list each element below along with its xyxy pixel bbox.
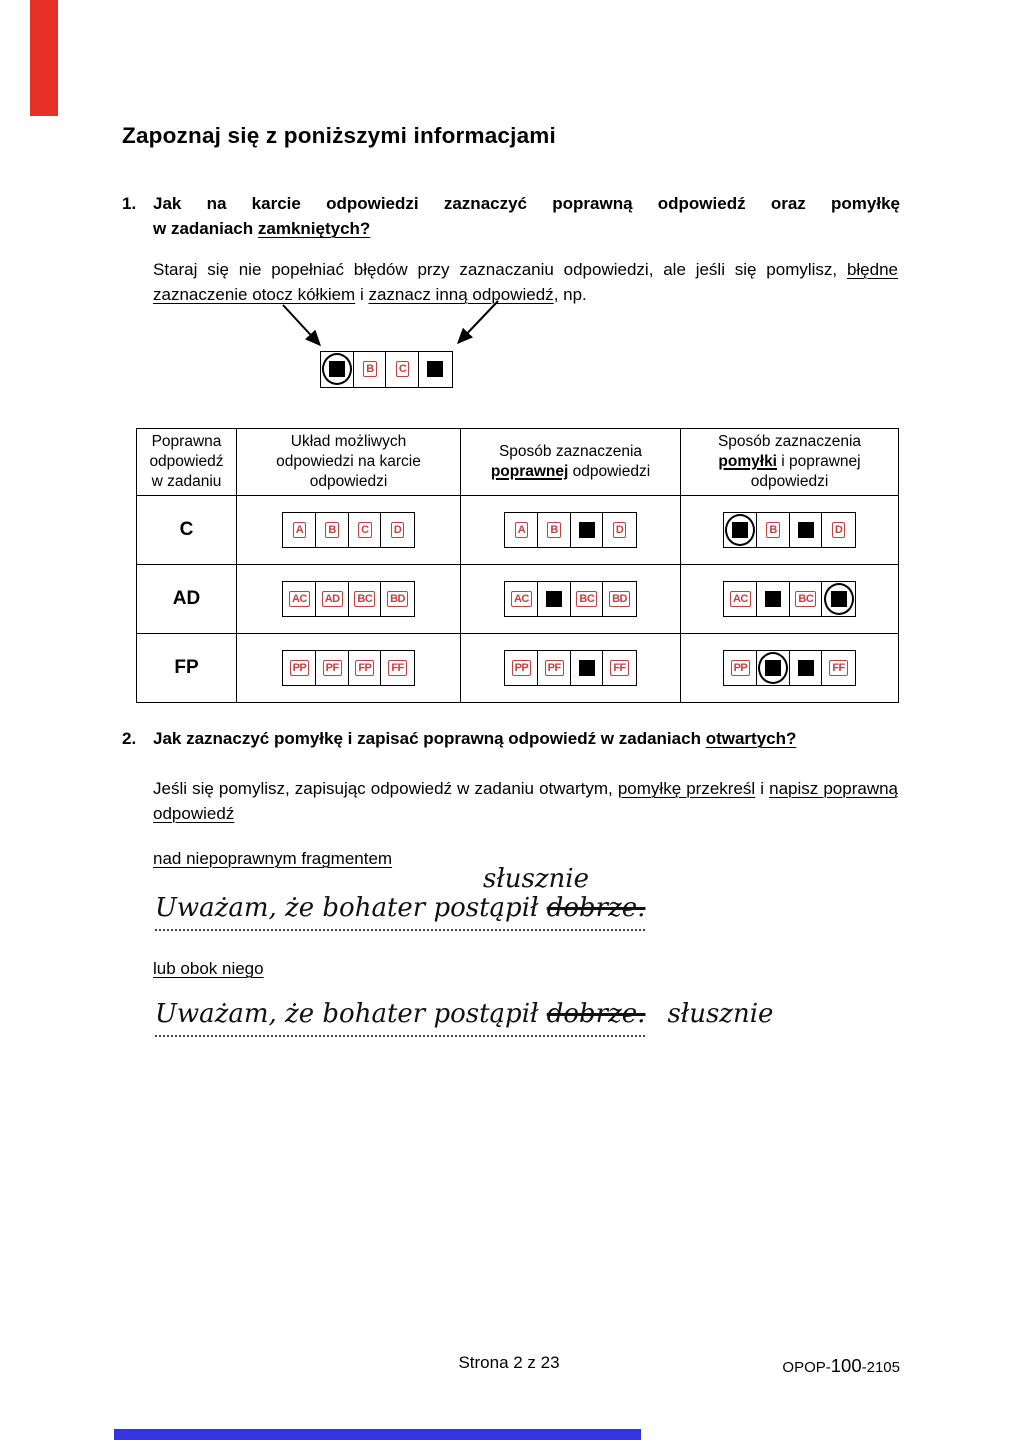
answer-option-label: FF [829, 660, 847, 676]
section-1-paragraph: Staraj się nie popełniać błędów przy zaznaczaniu odpowiedzi, ale jeśli się pomylisz, błędne zaznaczenie otocz kółkiem i zaznacz inną odpowiedź, np. [153, 260, 898, 304]
answer-option-label: D [391, 522, 404, 538]
answer-cell [537, 650, 572, 687]
table-header-layout: Układ możliwych odpowiedzi na karcie odpowiedzi [237, 429, 461, 496]
answer-option-label: AC [511, 591, 532, 607]
example-answer-strip [320, 351, 453, 388]
answer-cell [348, 512, 383, 549]
answer-cell [789, 581, 824, 618]
table-row-ad [137, 565, 899, 634]
answer-cell [723, 650, 758, 687]
answer-cell [418, 351, 453, 388]
answer-cell [537, 512, 572, 549]
answer-cell [348, 581, 383, 618]
answer-strip-mistake [723, 581, 856, 618]
answer-option-label: C [396, 361, 409, 377]
mistake-circle [322, 353, 352, 385]
underlined-phrase-circle-mistake: błędne zaznaczenie otocz kółkiem [153, 260, 898, 304]
answer-cell [315, 512, 350, 549]
answer-option-label: PF [545, 660, 564, 676]
crossed-out-word: dobrze. [546, 893, 646, 923]
footer-form-code: OPOP-100-2105 [782, 1355, 900, 1376]
answer-option-label: BD [387, 591, 408, 607]
answer-option-label: PP [731, 660, 751, 676]
mistake-circle [758, 652, 788, 684]
marked-square [579, 522, 595, 538]
marked-square [765, 591, 781, 607]
section-1-heading [122, 191, 900, 241]
answer-option-label: FF [610, 660, 628, 676]
section-1-number: 1. [122, 194, 137, 213]
table-header-mistake-marking: Sposób zaznaczenia pomyłki i poprawnej odpowiedzi [681, 429, 899, 496]
answer-cell [348, 650, 383, 687]
section-2-paragraph: Jeśli się pomylisz, zapisując odpowiedź w zadaniu otwartym, pomyłkę przekreśl i napisz poprawną odpowiedź [153, 779, 899, 823]
table-header-row [137, 429, 899, 496]
answer-cell [570, 581, 605, 618]
answer-cell [570, 650, 605, 687]
mistake-circle [725, 514, 755, 546]
underlined-phrase-cross-out: pomyłkę przekreśl [617, 779, 756, 798]
answer-cell [821, 650, 856, 687]
answer-strip-mistake [723, 650, 856, 687]
handwritten-correction-above: słusznie [483, 864, 590, 894]
answer-cell [756, 581, 791, 618]
blue-marker-bar [114, 1429, 641, 1440]
handwritten-sentence-1: Uważam, że bohater postąpił dobrze. [155, 893, 645, 923]
answer-option-label: BD [609, 591, 630, 607]
answer-option-label: C [358, 522, 371, 538]
answer-option-label: PF [323, 660, 342, 676]
answer-cell [380, 581, 415, 618]
answer-option-label: PP [290, 660, 310, 676]
underlined-term-zamknietych: zamkniętych? [257, 219, 371, 238]
table-header-correct-marking: Sposób zaznaczenia poprawnej odpowiedzi [461, 429, 681, 496]
answer-strip-correct [504, 581, 637, 618]
section-2-heading [122, 726, 900, 751]
answer-cell [504, 512, 539, 549]
answer-option-label: BC [576, 591, 597, 607]
answer-cell [602, 581, 637, 618]
answer-cell [385, 351, 420, 388]
answer-cell [570, 512, 605, 549]
underlined-phrase-write-correct: napisz poprawną odpowiedź [153, 779, 899, 823]
answer-cell [282, 581, 317, 618]
underlined-phrase-mark-other: zaznacz inną odpowiedź [368, 285, 554, 304]
answer-cell [789, 512, 824, 549]
answer-cell [789, 650, 824, 687]
answer-cell [756, 650, 791, 687]
answer-option-label: PP [512, 660, 532, 676]
mistake-circle [824, 583, 854, 615]
section-1-title-line2: w zadaniach zamkniętych? [153, 219, 371, 238]
answer-code: AD [137, 565, 237, 634]
answer-cell [756, 512, 791, 549]
page-title: Zapoznaj się z poniższymi informacjami [122, 123, 556, 148]
answer-cell [353, 351, 388, 388]
label-above-fragment: nad niepoprawnym fragmentem [153, 849, 393, 868]
section-1-title-line1: Jak na karcie odpowiedzi zaznaczyć poprawną odpowiedź oraz pomyłkę [153, 194, 900, 213]
answer-code: C [137, 496, 237, 565]
answer-cell [602, 512, 637, 549]
answer-option-label: D [832, 522, 845, 538]
marked-square [579, 660, 595, 676]
table-row-fp [137, 634, 899, 703]
answer-cell [320, 351, 355, 388]
answer-cell [602, 650, 637, 687]
marked-square [546, 591, 562, 607]
section-2-number: 2. [122, 729, 137, 748]
answer-code: FP [137, 634, 237, 703]
red-marker-bar [30, 0, 58, 116]
answer-option-label: B [363, 361, 376, 377]
answer-cell [537, 581, 572, 618]
answer-cell [821, 512, 856, 549]
answer-option-label: A [293, 522, 306, 538]
marking-table [136, 428, 899, 703]
answer-option-label: D [613, 522, 626, 538]
handwritten-correction-beside: słusznie [667, 999, 774, 1029]
answer-cell [380, 512, 415, 549]
answer-cell [723, 512, 758, 549]
answer-cell [380, 650, 415, 687]
answer-cell [504, 581, 539, 618]
answer-strip-layout [282, 512, 415, 549]
answer-option-label: B [325, 522, 338, 538]
table-header-correct-answer: Poprawna odpowiedź w zadaniu [137, 429, 237, 496]
answer-cell [821, 581, 856, 618]
answer-strip-correct [504, 512, 637, 549]
answer-option-label: FP [355, 660, 374, 676]
underlined-term-pomylki: pomyłki [718, 453, 777, 470]
crossed-out-word: dobrze. [546, 999, 646, 1029]
answer-strip-layout [282, 581, 415, 618]
label-beside-fragment: lub obok niego [153, 959, 264, 978]
answer-option-label: B [547, 522, 560, 538]
answer-cell [723, 581, 758, 618]
underlined-term-poprawnej: poprawnej [490, 463, 569, 480]
answer-option-label: BC [354, 591, 375, 607]
annotation-arrows-icon [262, 295, 512, 355]
answer-strip-correct [504, 650, 637, 687]
marked-square [798, 660, 814, 676]
answer-option-label: BC [795, 591, 816, 607]
answer-option-label: A [515, 522, 528, 538]
section-2-title: Jak zaznaczyć pomyłkę i zapisać poprawną odpowiedź w zadaniach otwartych? [153, 729, 797, 748]
answer-option-label: B [766, 522, 779, 538]
answer-option-label: FF [388, 660, 406, 676]
answer-cell [315, 650, 350, 687]
answer-cell [315, 581, 350, 618]
answer-option-label: AC [730, 591, 751, 607]
handwritten-sentence-2: Uważam, że bohater postąpił dobrze. słusznie [155, 999, 773, 1029]
answer-option-label: AD [322, 591, 343, 607]
answer-strip-layout [282, 650, 415, 687]
answer-cell [282, 512, 317, 549]
answer-cell [282, 650, 317, 687]
answer-cell [504, 650, 539, 687]
footer-page-number: Strona 2 z 23 [458, 1353, 560, 1372]
answer-option-label: AC [289, 591, 310, 607]
table-row-c [137, 496, 899, 565]
marked-square [798, 522, 814, 538]
marked-square [427, 361, 443, 377]
underlined-term-otwartych: otwartych? [705, 729, 797, 748]
answer-strip-mistake [723, 512, 856, 549]
